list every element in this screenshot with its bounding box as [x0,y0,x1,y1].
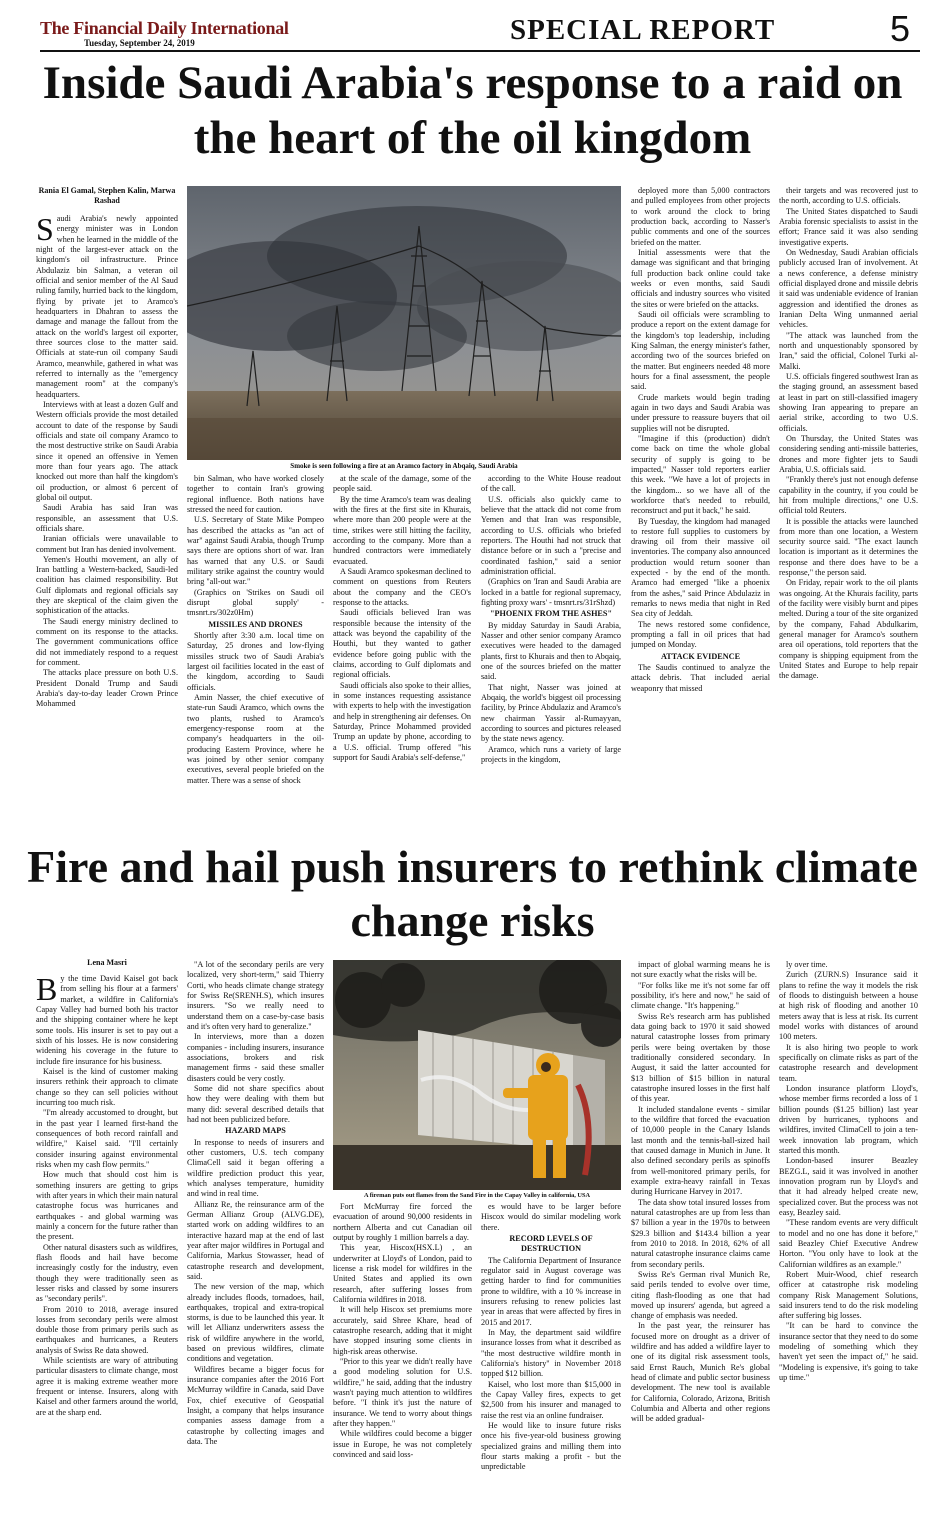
issue-date: Tuesday, September 24, 2019 [84,38,195,48]
article2-column-2-text-b [187,1138,324,1448]
article2-headline: Fire and hail push insurers to rethink climate change risks [27,841,918,947]
paragraph: U.S. Secretary of State Mike Pompeo has described the attacks as "an act of war" against Saudi Arabia, though Trump says there are options short of war. Iran has warned that any U.S. or Saudi military strike against the country would bring "all-out war." [187,515,324,587]
paragraph: Some did not share specifics about how they were dealing with them but many did: several described details that had not been publicized before. [187,1083,324,1124]
paragraph: ly over time. [786,960,828,969]
paragraph: That night, Nasser was joined at Abqaiq, the world's biggest oil processing facility, by Prince Abdulaziz and Aramco's new chairman Yassir al-Rumayyan, according to sources and pictures released by the state news agency. [481,682,621,744]
article2-column-4 [481,1202,621,1512]
paragraph: Initial assessments were that the damage was significant and that bringing full production back online could take weeks or even months, said Saudi officials and industry sources who visited the sites or were briefed on the attacks. [631,247,770,309]
article1-column-5 [631,186,770,784]
page-number: 5 [890,8,911,49]
masthead-rule [40,50,920,52]
paragraph: A Saudi Aramco spokesman declined to comment on questions from Reuters about the company and the CEO's response to the attacks. [333,566,471,607]
paragraph: U.S. officials fingered southwest Iran as the staging ground, an assessment based at least in part on still-classified imagery showing Iran appearing to prepare an aerial strike, according to two U.S. officials. [779,371,918,433]
paragraph: By midday Saturday in Saudi Arabia, Nasser and other senior company Aramco executives were headed to the damaged plants, first to Khurais and then to Abqaiq, one of the sources briefed on the matter said. [481,620,621,682]
paragraph: "Imagine if this (production) didn't come back on time the whole global security of supply is going to be impacted," Nasser told reporters earlier this week. "We have a lot of projects in the kingdom... so we have all of the workforce that's needed to rebuild, reconstruct and put it back," he said. [631,433,770,516]
paragraph: In the past year, the reinsurer has focused more on drought as a driver of wildfire and has added a wildfire layer to one of its digital risk assessment tools, said Ernst Rauch, Munich Re's global head of climate and public sector business development. The new tool is available for California, Colorado, Arizona, British Columbia and Alberta and other regions will be added gradual- [631,1321,770,1424]
article1-byline: Rania El Gamal, Stephen Kalin, Marwa Rashad [38,186,176,206]
paragraph: Robert Muir-Wood, chief research officer at catastrophe risk modeling company Risk Management Solutions, said insurers tend to do the risk modeling after suffering big losses. [779,1269,918,1321]
paragraph: bin Salman, who have worked closely together to contain Iran's growing regional influence. Both nations have stressed the need for caution. [187,474,324,514]
subhead-missiles-and-drones: MISSILES AND DRONES [208,619,303,629]
article2-column-1 [36,974,178,1512]
paragraph: (Graphics on 'Strikes on Saudi oil disrupt global supply' - tmsnrt.rs/302z0Hm) [187,587,324,618]
article1-column-2 [187,474,324,784]
paragraph: "Prior to this year we didn't really have a good modeling solution for U.S. wildfire," he said, adding that the industry wasn't paying much attention to wildfires before. "I think it's just the nature of insurance. We tend to worry about things after they happen." [333,1356,472,1428]
paragraph: impact of global warming means he is not sure exactly what the risks will be. [631,960,770,980]
article1-column-2-text-b [187,631,324,784]
article1-column-5-text [631,186,770,651]
paragraph: Allianz Re, the reinsurance arm of the German Allianz Group (ALVG.DE), started work on adding wildfires to an interactive hazard map at the end of last year after major wildfires in Portugal and California, Markus Stowasser, head of catastrophe research and development, said. [187,1199,324,1281]
paragraph: Wildfires became a bigger focus for insurance companies after the 2016 Fort McMurray wildfire in Canada, said Dave Fox, chief executive of Geospatial Insight, a company that helps insurance companies assess damage from a catastrophe by collecting images and data. The [187,1364,324,1447]
paragraph: He would like to insure future risks once his five-year-old business growing specialized grains and milling them into flour starts making a profit - but the unpredictable [481,1420,621,1472]
article2-byline: Lena Masri [87,958,127,967]
article1-column-3 [333,474,471,784]
paragraph: The new version of the map, which already includes floods, tornadoes, hail, earthquakes, tropical and extra-tropical storms, is due to be launched this year. It will let Allianz underwriters assess the risk of wildfire anywhere in the world, based on previous wildfires, climate conditions and vegetation. [187,1282,324,1364]
paragraph: Interviews with at least a dozen Gulf and Western officials provide the most detailed account to date of the response by Saudi officials and state oil company Aramco to the most destructive strike on Saudi Arabia since it opened an offensive in Yemen more than four years ago. The attack knocked out more than half the kingdom's oil production, or almost 6 percent of global oil output. [36,399,178,502]
paragraph: Crude markets would begin trading again in two days and Saudi Arabia was under pressure to reassure buyers that oil supplies will not be disrupted. [631,392,770,433]
paragraph: deployed more than 5,000 contractors and pulled employees from other projects to work around the clock to bring production back, according to Nasser's public comments and one of the sources briefed on the matter. [631,186,770,247]
article1-photo [187,186,621,460]
article2-photo-caption: A fireman puts out flames from the Sand Fire in the Capay Valley in california, USA [364,1192,590,1199]
paragraph: their targets and was recovered just to the north, according to U.S. officials. [779,186,918,206]
subhead-hazard-maps: HAZARD MAPS [225,1126,286,1136]
subhead-record-levels-of-destruction: RECORD LEVELS OF DESTRUCTION [509,1233,593,1254]
paragraph: Saudi oil officials were scrambling to produce a report on the extent damage for the kingdom's top leadership, including King Salman, the energy minister's father, according two of the sources briefed on the matter. But engineers needed 48 more hours for a final assessment, the people said. [631,309,770,392]
article2-column-2 [187,960,324,1512]
subhead-attack-evidence: ATTACK EVIDENCE [660,651,741,661]
paragraph: Saudi Arabia has said Iran was responsible, an assessment that U.S. officials share. [36,503,178,533]
article2-column-4-text-b [481,1256,621,1473]
paragraph: While scientists are wary of attributing particular disasters to climate change, most agree it is making extreme weather more frequent or intense. Insurers, along with Kaisel and other farmers around the world, are at the sharp end. [36,1356,178,1417]
paragraph: according to the White House readout of the call. [481,474,621,494]
paragraph: "Frankly there's just not enough defense capability in the country, if you could be hit from multiple directions," one U.S. official told Reuters. [779,475,918,516]
paper-name: The Financial Daily International [40,18,289,38]
paragraph: From 2010 to 2018, average insured losses from secondary perils were almost double those from primary perils such as earthquakes and hurricanes, a Reuters analysis of Swiss Re data showed. [36,1304,178,1355]
paragraph: Fort McMurray fire forced the evacuation of around 90,000 residents in northern Alberta and cut Canadian oil output by roughly 1 million barrels a day. [333,1202,472,1242]
paragraph: Iranian officials were unavailable to comment but Iran has denied involvement. [36,534,178,554]
article2-column-4-text [481,1202,621,1233]
paragraph: Other natural disasters such as wildfires, flash floods and hail have become increasingly costly for the industry, even though they were traditionally seen as lesser risks and classed by some insurers as "secondary perils". [36,1242,178,1304]
paragraph: Saudi officials also spoke to their allies, in some instances requesting assistance with experts to help with the investigation and help in strengthening air defenses. On Saturday, Prince Mohammed provided Trump an update by phone, according to a U.S. official. Trump offered "his support for Saudi Arabia's self-defense," [333,680,471,762]
paragraph: The Saudis continued to analyze the attack debris. That included aerial weaponry that missed [631,663,770,693]
paragraph: It will help Hiscox set premiums more accurately, said Shree Khare, head of catastrophe research, adding that it might have stopped insuring some clients in high-risk areas otherwise. [333,1305,472,1356]
paragraph: "The attack was launched from the north and unquestionably sponsored by Iran," said the official, Colonel Turki al-Malki. [779,330,918,371]
paragraph: Swiss Re's research arm has published data going back to 1970 it said showed natural catastrophe losses from primary perils were being overtaken by those traditionally considered secondary. In August, it said the latter accounted for $13 billion of $15 billion in natural catastrophe insured losses in the first half of this year. [631,1011,770,1104]
article2-column-5 [631,960,770,1512]
article1-column-6 [779,186,918,784]
paragraph: Yemen's Houthi movement, an ally of Iran battling a Western-backed, Saudi-led coalition has claimed responsibility. But Gulf diplomats and regional officials say they are skeptical of the claim given the sophistication of the attacks. [36,554,178,616]
paragraph: The attacks place pressure on both U.S. President Donald Trump and Saudi Arabia's day-to-day leader Crown Prince Mohammed [36,668,178,709]
paragraph: The data show total insured losses from natural catastrophes are up from less than $7 billion a year in the 1970s to between $29.3 billion and $143.4 billion a year from 2010 to 2018. In 2018, 62% of all natural catastrophe insurance claims came from secondary perils. [631,1197,770,1269]
article1-column-1 [36,214,178,784]
paragraph: "A lot of the secondary perils are very localized, very short-term," said Thierry Corti, who heads climate change strategy for Swiss Re(SRENH.S), which insures insurers. "So we really need to understand them on a case-by-case basis and it's often very hard to generalize." [187,960,324,1031]
article1-column-4-text-b [481,621,621,766]
paragraph: By Tuesday, the kingdom had managed to restore full supplies to customers by drawing oil from their massive oil inventories. The company also announced production would return sooner than expected - by the end of the month. Aramco had emerged "like a phoenix from the ashes," said Prince Abdulaziz in remarks to news media that night in Red Sea city of Jeddah. [631,516,770,619]
paragraph: The news restored some confidence, prompting a fall in oil prices that had jumped on Monday. [631,619,770,650]
paragraph: On Wednesday, Saudi Arabian officials publicly accused Iran of involvement. At a news conference, a defense ministry official displayed drone and missile debris it said was undeniable evidence of Iranian aggression and identified the drones as Iranian Delta Wing unmanned aerial vehicles. [779,247,918,330]
paragraph: Shortly after 3:30 a.m. local time on Saturday, 25 drones and low-flying missiles struck two of Saudi Arabia's largest oil facilities located in the east of the kingdom, according to Saudi officials. [187,630,324,692]
paragraph: How much that should cost him is something insurers are getting to grips with after years in which their main natural catastrophe focus was hurricanes and earthquakes - and global warming was mainly a concern for the future rather than the present. [36,1170,178,1242]
article1-column-2-text [187,474,324,619]
masthead [40,8,920,48]
article2-column-2-text [187,960,324,1125]
paragraph: London-based insurer Beazley BEZG.L, said it was involved in another innovation program run by Lloyd's and that it had already helped create new, specialized cover. But the process was not easy, Beazley said. [779,1156,918,1217]
paragraph: By the time David Kaisel got back from selling his flour at a farmers' market, a wildfire in California's Capay Valley had burned both his tractor and the shipping container where he kept some tools. His insurer is set to pay out a sixth of his losses. He is now considering widening his coverage in the future to include fire insurance for his business. [36,974,178,1066]
paragraph: It is also hiring two people to work specifically on climate risks as part of the catastrophe research and development team. [779,1042,918,1083]
article2-column-6 [779,960,918,1512]
article1-column-5-text-b [631,663,770,694]
paragraph: It is possible the attacks were launched from more than one location, a Western security source said. "The exact launch location is important as it determines the response and there does have to be a response," the person said. [779,516,918,578]
article1-photo-caption: Smoke is seen following a fire at an Aramco factory in Abqaiq, Saudi Arabia [290,462,518,470]
paragraph: The Saudi energy ministry declined to comment on its response to the attacks. The government communications office did not immediately respond to a request for comment. [36,616,178,668]
paragraph: Aramco, which runs a variety of large projects in the kingdom, [481,744,621,764]
paragraph: Saudi officials believed Iran was responsible because the intensity of the attack was beyond the capability of the Houthi, but they wanted to gather evidence before going public with the claims, according to Gulf diplomats and regional officials. [333,608,471,680]
paragraph: "These random events are very difficult to model and no one has done it before," said Beazley Chief Executive Andrew Horton. "You only have to look at the Californian wildfires as an example." [779,1218,918,1269]
paragraph: On Thursday, the United States was considering sending anti-missile batteries, drones and more fighter jets to Saudi Arabia, U.S. officials said. [779,433,918,474]
paragraph: In May, the department said wildfire insurance losses from what it described as "the most destructive wildfire month in California's history" in November 2018 topped $12 billion. [481,1327,621,1379]
paragraph: By the time Aramco's team was dealing with the fires at the first site in Khurais, where more than 200 people were at the time, strikes were still hitting the facility, according to the company. More than a hundred contractors were immediately evacuated. [333,494,471,566]
article2-column-3 [333,1202,472,1512]
paragraph: Kaisel, who lost more than $15,000 in the Capay Valley fires, expects to get $2,500 from his insurer and managed to raise the rest via an online fundraiser. [481,1379,621,1420]
paragraph: London insurance platform Lloyd's, whose member firms recorded a loss of 1 billion pounds ($1.25 billion) last year driven by hurricanes, typhoons and wildfires, invited ClimaCell to join a ten-week innovation lab program, which started this month. [779,1083,918,1155]
paragraph: Zurich (ZURN.S) Insurance said it plans to refine the way it models the risk of floods to distinguish between a house at high risk of flooding and another 10 meters away that is less at risk. Its current model works with distances of around 100 meters. [779,970,918,1042]
paragraph: In response to needs of insurers and other customers, U.S. tech company ClimaCell said it began offering a wildfire prediction product this year, which analyses temperature, humidity and wind in real time. [187,1137,324,1199]
paragraph: In interviews, more than a dozen companies - including insurers, insurance associations, brokers and risk management firms - said these smaller disasters could be very costly. [187,1032,324,1083]
paragraph: The United States dispatched to Saudi Arabia forensic specialists to assist in the effort; France said it was also sending investigative experts. [779,206,918,247]
paragraph: Swiss Re's German rival Munich Re, said perils tended to evolve over time, citing flash-flooding as one that had moved up insurers' agenda, but agreed a change of emphasis was needed. [631,1269,770,1321]
section-title: SPECIAL REPORT [510,14,776,46]
paragraph: Amin Nasser, the chief executive of state-run Saudi Aramco, which owns the two plants, rushed to Aramco's emergency-response room at the company's headquarters in the oil-producing Eastern Province, where he was joined by other senior company executives, several people briefed on the matter. There was a sense of shock [187,692,324,784]
article1-headline: Inside Saudi Arabia's response to a raid on the heart of the oil kingdom [42,57,903,165]
smoke-photo-image [187,186,621,460]
firefighter-photo-image [333,960,621,1190]
paragraph: "I'm already accustomed to drought, but in the past year I learned first-hand the consequences of both record rainfall and wildfire," Kaisel said. "I'll certainly consider insuring against environmental risks when my cash flow permits." [36,1108,178,1169]
paragraph: es would have to be larger before Hiscox would do similar modeling work there. [481,1202,621,1232]
article1-column-4-text [481,474,621,608]
paragraph: "For folks like me it's not some far off possibility, it's here and now," he said of climate change. "It's happening." [631,980,770,1011]
paragraph: The California Department of Insurance regulator said in August coverage was getting harder to find for communities prone to wildfire, with a 10 % increase in insurers refusing to renew policies last year in areas that were affected by fires in 2015 and 2017. [481,1255,621,1327]
paragraph: Saudi Arabia's newly appointed energy minister was in London when he learned in the middle of the night of the largest-ever attack on the kingdom's oil infrastructure. Prince Abdulaziz bin Salman, a veteran oil official and senior member of the Al Saud ruling family, hurried back to the kingdom, flying by private jet to Aramco's headquarters in Dhahran to assess the damage and manage the fallout from the attack on the world's largest oil exporter, three sources close to the matter said. Officials at state-run oil company Saudi Aramco, meanwhile, gathered in what was referred to internally as the "emergency management room" at the company's headquarters. [36,214,178,399]
paragraph: On Friday, repair work to the oil plants was ongoing. At the Khurais facility, parts of the facility were visibly burnt and pipes melted. During a tour of the site organized by the company, Fahad Abdulkarim, general manager for Aramco's southern area oil operations, told reporters that the company is shipping equipment from the United States and Europe to help repair the damage. [779,578,918,681]
article1-column-4 [481,474,621,784]
paragraph: Kaisel is the kind of customer making insurers rethink their approach to climate change so they can sell policies without incurring too much risk. [36,1066,178,1107]
drop-cap: B [36,974,58,1007]
subhead-phoenix-from-the-ashes: "PHOENIX FROM THE ASHES" [490,609,612,619]
paragraph: It included standalone events - similar to the wildfire that forced the evacuation of 10,000 people in the Canary Islands last month and the tennis-ball-sized hail that caused damage in Munich in June. It also defined secondary perils as spinoffs from well-monitored primary perils, for example extra-heavy rainfall in Texas during Hurricane Harvey in 2017. [631,1104,770,1197]
paragraph: U.S. officials also quickly came to believe that the attack did not come from Yemen and that Iran was responsible, according to U.S. officials who briefed reporters. The Houthi had not struck that distance before or in such a "precise and coordinated fashion," said a senior administration official. [481,494,621,576]
paragraph: at the scale of the damage, some of the people said. [333,474,471,494]
paragraph: This year, Hiscox(HSX.L) , an underwriter at Lloyd's of London, paid to license a risk model for wildfires in the United States and applied its own research, after suffering losses from California wildfires in 2018. [333,1243,472,1304]
drop-cap: S [36,214,54,247]
article2-photo [333,960,621,1190]
paragraph: "It can be hard to convince the insurance sector that they need to do some modeling of something which they haven't yet seen the impact of," he said. "Modeling is expensive, it's going to take up time." [779,1321,918,1383]
paragraph: While wildfires could become a bigger issue in Europe, he was not completely convinced and said loss- [333,1429,472,1459]
paragraph: (Graphics on 'Iran and Saudi Arabia are locked in a battle for regional supremacy, fighting proxy wars' - tmsnrt.rs/31rShzd) [481,577,621,607]
